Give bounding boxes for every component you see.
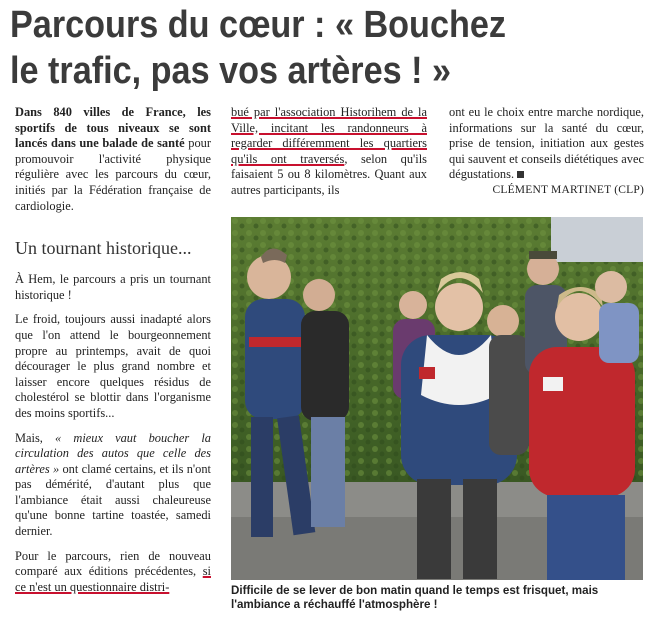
headline-line-1: Parcours du cœur : « Bouchez <box>10 4 506 46</box>
mais-post: ont clamé certains, et ils n'ont pas démérité, d'autant plus que l'ambiance était aussi chaleureuse qu'une bonne tartine toastée, samedi dernier. <box>15 461 211 539</box>
intro-paragraph <box>15 105 211 214</box>
lead-text: Dans 840 villes de France, les sportifs de tous niveaux se sont lancés dans une balade de santé <box>15 105 211 151</box>
para-parcours <box>15 549 211 596</box>
col2-underlined: bué par l'association Historihem de la Ville, incitant les randonneurs à regarder différemment les quartiers qu'ils ont traversés <box>231 105 427 166</box>
photo-caption: Difficile de se lever de bon matin quand le temps est frisquet, mais l'ambiance a réchauffé l'atmosphère ! <box>231 584 599 611</box>
col2-post: , selon qu'ils faisaient 5 ou 8 kilomètres. Quant aux autres participants, ils <box>231 151 427 197</box>
parcours-pre: Pour le parcours, rien de nouveau comparé aux éditions précédentes, <box>15 548 211 579</box>
col2-paragraph <box>231 105 427 199</box>
para-froid: Le froid, toujours aussi inadapté alors que l'on attend le bourgeonnement propre au printemps, avait de quoi décourager le plus grand nombre et laisser encore quelques résidus de cholestérol se blottir dans l'organisme des moins sportifs... <box>15 312 211 420</box>
headline <box>10 2 586 94</box>
end-square-icon <box>517 171 524 178</box>
headline-line-2: le trafic, pas vos artères ! » <box>10 50 452 92</box>
para-mais <box>15 431 211 540</box>
column-3 <box>449 105 644 199</box>
intro-text: pour promouvoir l'activité physique régulière avec les parcours du cœur, initiés par la Fédération française de cardiologie. <box>15 136 212 213</box>
column-1 <box>15 105 211 604</box>
para-hem: À Hem, le parcours a pris un tournant historique ! <box>15 272 211 302</box>
mais-quote: « mieux vaut boucher la circulation des autos que celle des artères » <box>15 430 211 476</box>
parcours-underlined: si ce n'est un questionnaire distri- <box>15 564 211 594</box>
col3-paragraph <box>449 105 644 183</box>
col3-text: ont eu le choix entre marche nordique, informations sur la santé du cœur, prise de tension, initiation aux gestes qui sauvent et conseils diététiques avec dégustations. <box>449 105 644 182</box>
subhead: Un tournant historique... <box>15 238 192 259</box>
mais-pre: Mais, <box>15 430 56 445</box>
byline: CLÉMENT MARTINET (CLP) <box>492 183 644 196</box>
group-walking-photo <box>231 217 643 580</box>
column-2 <box>231 105 427 208</box>
